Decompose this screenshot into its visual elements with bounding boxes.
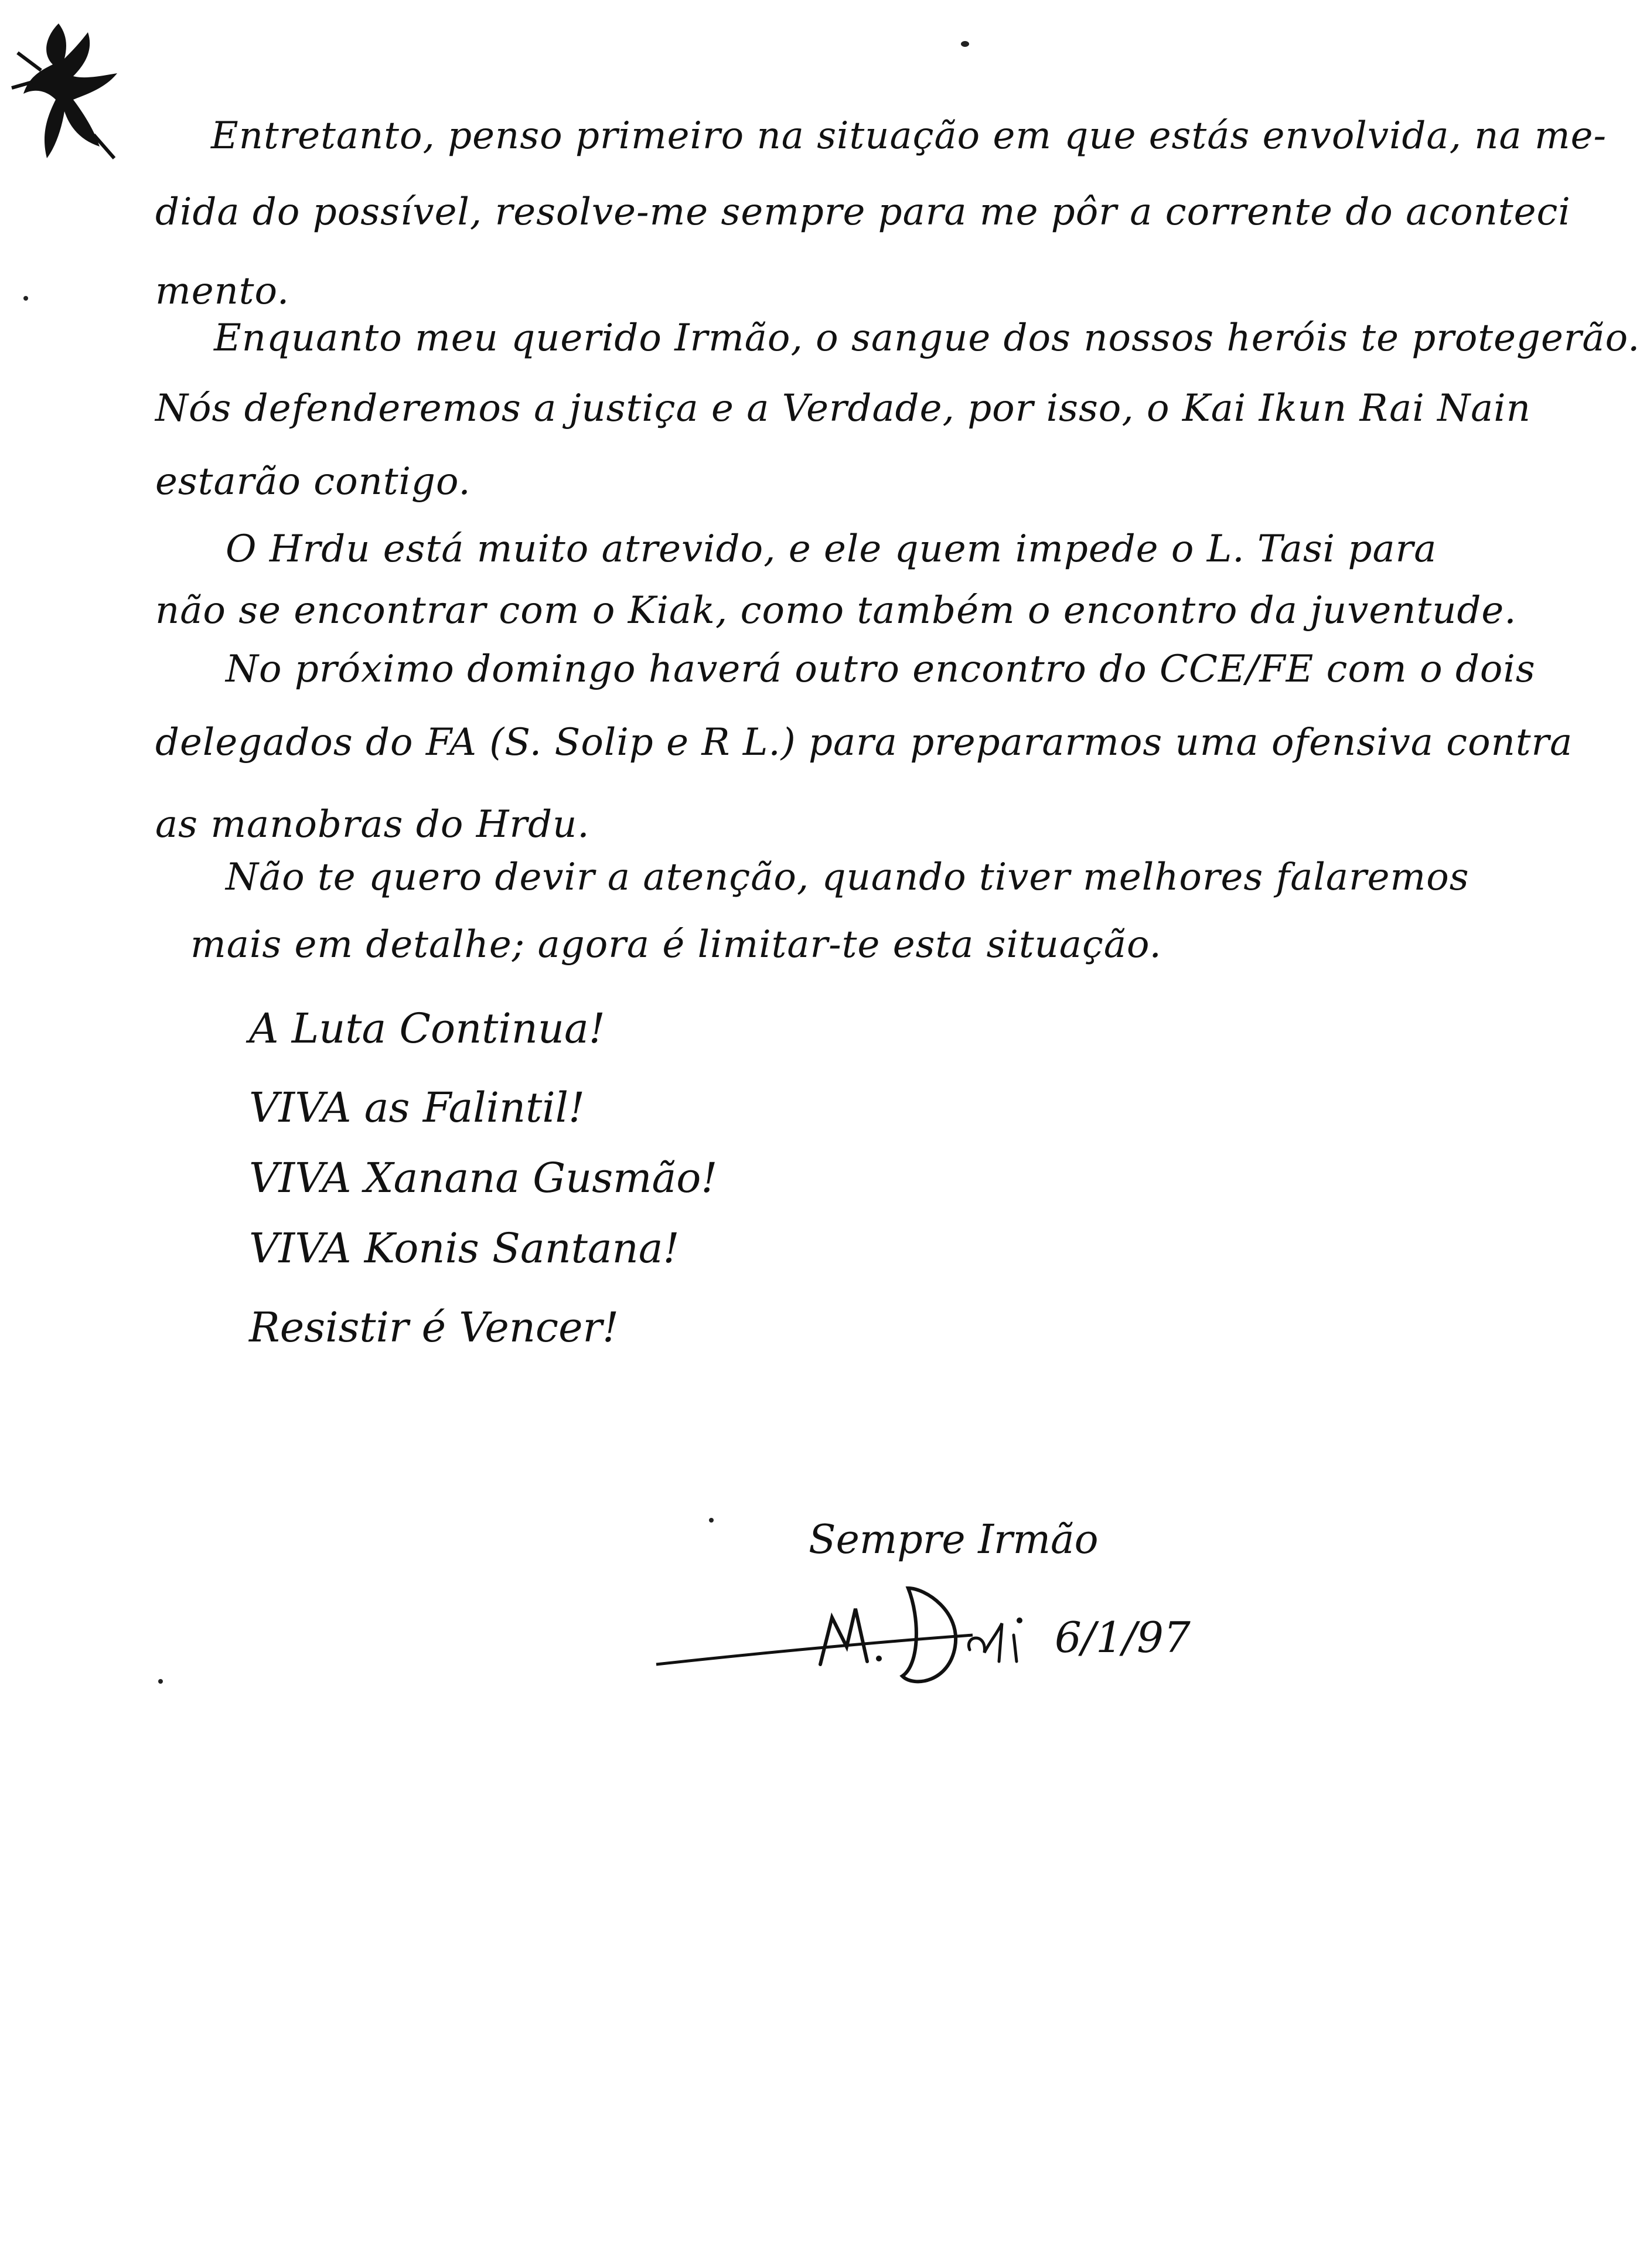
ink-emblem-icon <box>6 18 123 176</box>
letter-line: Não te quero devir a atenção, quando tiver melhores falaremos <box>226 856 1469 899</box>
slogan-line: VIVA as Falintil! <box>249 1084 585 1132</box>
letter-line: dida do possível, resolve-me sempre para me pôr a corrente do aconteci <box>155 190 1571 234</box>
letter-line: Entretanto, penso primeiro na situação em que estás envolvida, na me- <box>211 114 1607 158</box>
slogan-line: A Luta Continua! <box>249 1004 605 1053</box>
slogan-line: VIVA Xanana Gusmão! <box>249 1154 718 1202</box>
slogan-line: Resistir é Vencer! <box>249 1303 619 1351</box>
ink-speck <box>158 1679 163 1684</box>
ink-speck <box>709 1518 714 1523</box>
letter-line: No próximo domingo haverá outro encontro do CCE/FE com o dois <box>226 648 1536 691</box>
letter-line: mento. <box>155 270 290 313</box>
letter-line: mais em detalhe; agora é limitar-te esta situação. <box>190 923 1162 966</box>
letter-line: Enquanto meu querido Irmão, o sangue dos nossos heróis te protegerão. <box>214 316 1640 360</box>
ink-speck <box>23 296 28 301</box>
ink-speck <box>961 41 969 47</box>
slogan-line: VIVA Konis Santana! <box>249 1224 680 1272</box>
letter-line: delegados do FA (S. Solip e R L.) para prepararmos uma ofensiva contra <box>155 721 1573 764</box>
letter-line: as manobras do Hrdu. <box>155 803 590 846</box>
letter-line: O Hrdu está muito atrevido, e ele quem impede o L. Tasi para <box>226 527 1437 571</box>
closing-text: Sempre Irmão <box>809 1517 1099 1563</box>
date-text: 6/1/97 <box>1055 1613 1191 1662</box>
letter-line: Nós defenderemos a justiça e a Verdade, por isso, o Kai Ikun Rai Nain <box>155 387 1531 430</box>
letter-line: estarão contigo. <box>155 460 471 503</box>
letter-line: não se encontrar com o Kiak, como também o encontro da juventude. <box>155 589 1517 632</box>
